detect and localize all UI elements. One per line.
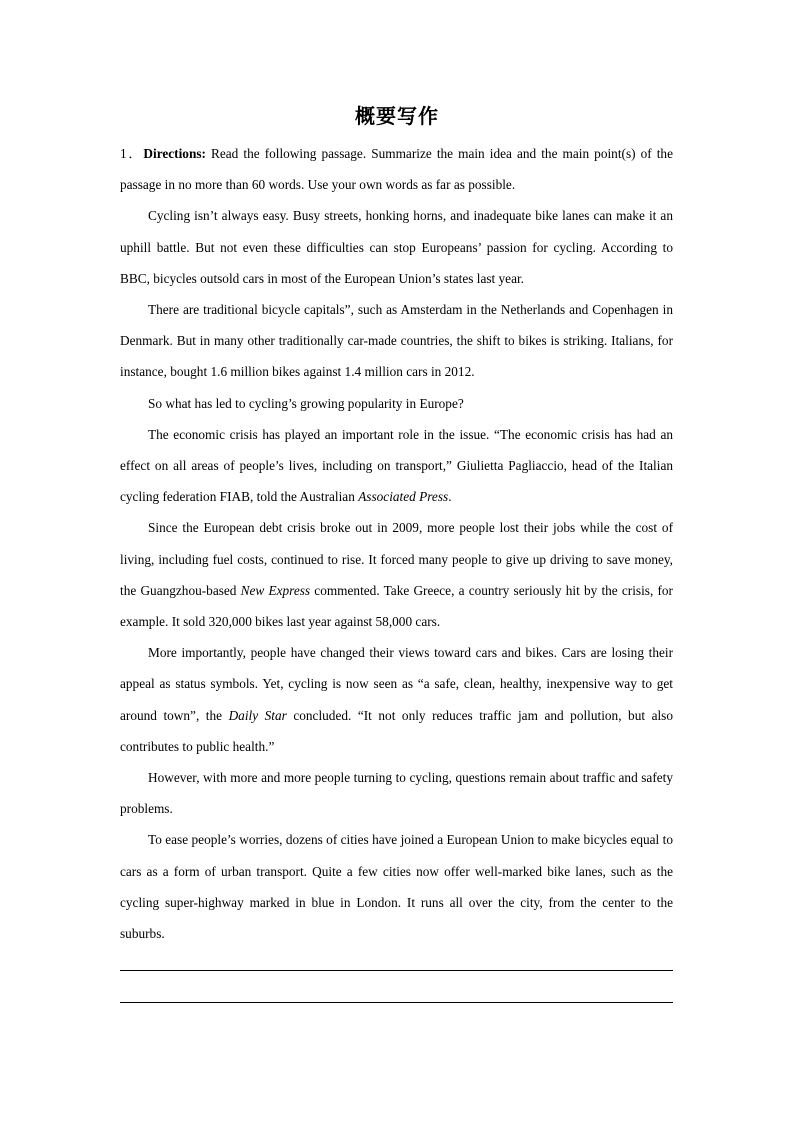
paragraph-5-italic: New Express — [240, 582, 311, 598]
paragraph-4-text: The economic crisis has played an important role in the issue. “The economic crisis has had an effect on all areas of people’s lives, including on transport,” Giulietta Pagliaccio, head of the Italian cycling federation FIAB, told the Australian — [120, 426, 673, 505]
paragraph-4-end: . — [448, 489, 452, 505]
paragraph-5-end: commented. Take Greece, a country seriously hit by the crisis, for example. It sold 320,000 bikes last year against 58,000 cars. — [120, 582, 673, 630]
paragraph-2: There are traditional bicycle capitals”, such as Amsterdam in the Netherlands and Copenhagen in Denmark. But in many other traditionally car-made countries, the shift to bikes is striking. Italians, for instance, bought 1.6 million bikes against 1.4 million cars in 2012. — [120, 302, 673, 380]
paragraph-6-end: concluded. “It not only reduces traffic jam and pollution, but also contributes to public health.” — [120, 707, 673, 754]
answer-line-1 — [120, 970, 673, 971]
passage-body — [120, 138, 673, 949]
directions-line — [120, 138, 673, 200]
paragraph-6-text: More importantly, people have changed their views toward cars and bikes. Cars are losing their appeal as status symbols. Yet, cycling is now seen as “a safe, clean, healthy, inexpensive way to get around town”, the — [120, 645, 673, 723]
answer-line-2 — [120, 1002, 673, 1003]
paragraph-5 — [120, 512, 673, 637]
paragraph-6-italic: Daily Star — [228, 707, 287, 723]
paragraph-5-text: Since the European debt crisis broke out in 2009, more people lost their jobs while the cost of living, including fuel costs, continued to rise. It forced many people to give up driving to save money, the Guangzhou-based — [120, 520, 673, 598]
question-number: 1． — [120, 146, 144, 161]
paragraph-3: So what has led to cycling’s growing popularity in Europe? — [148, 395, 464, 411]
paragraph-8: To ease people’s worries, dozens of cities have joined a European Union to make bicycles equal to cars as a form of urban transport. Quite a few cities now offer well-marked bike lanes, such as the cycling super-highway marked in blue in London. It runs all over the city, from the center to the suburbs. — [120, 832, 673, 942]
directions-label: Directions: — [143, 146, 206, 161]
paragraph-4-italic: Associated Press — [358, 489, 449, 505]
directions-text: Read the following passage. Summarize the main idea and the main point(s) of the passage in no more than 60 words. Use your own words as far as possible. — [120, 146, 673, 193]
paragraph-6 — [120, 637, 673, 762]
paragraph-4 — [120, 419, 673, 513]
paragraph-1: Cycling isn’t always easy. Busy streets, honking horns, and inadequate bike lanes can make it an uphill battle. But not even these difficulties can stop Europeans’ passion for cycling. According to BBC, bicycles outsold cars in most of the European Union’s states last year. — [120, 208, 673, 286]
paragraph-7: However, with more and more people turning to cycling, questions remain about traffic and safety problems. — [120, 770, 673, 817]
page-title: 概要写作 — [355, 104, 439, 128]
